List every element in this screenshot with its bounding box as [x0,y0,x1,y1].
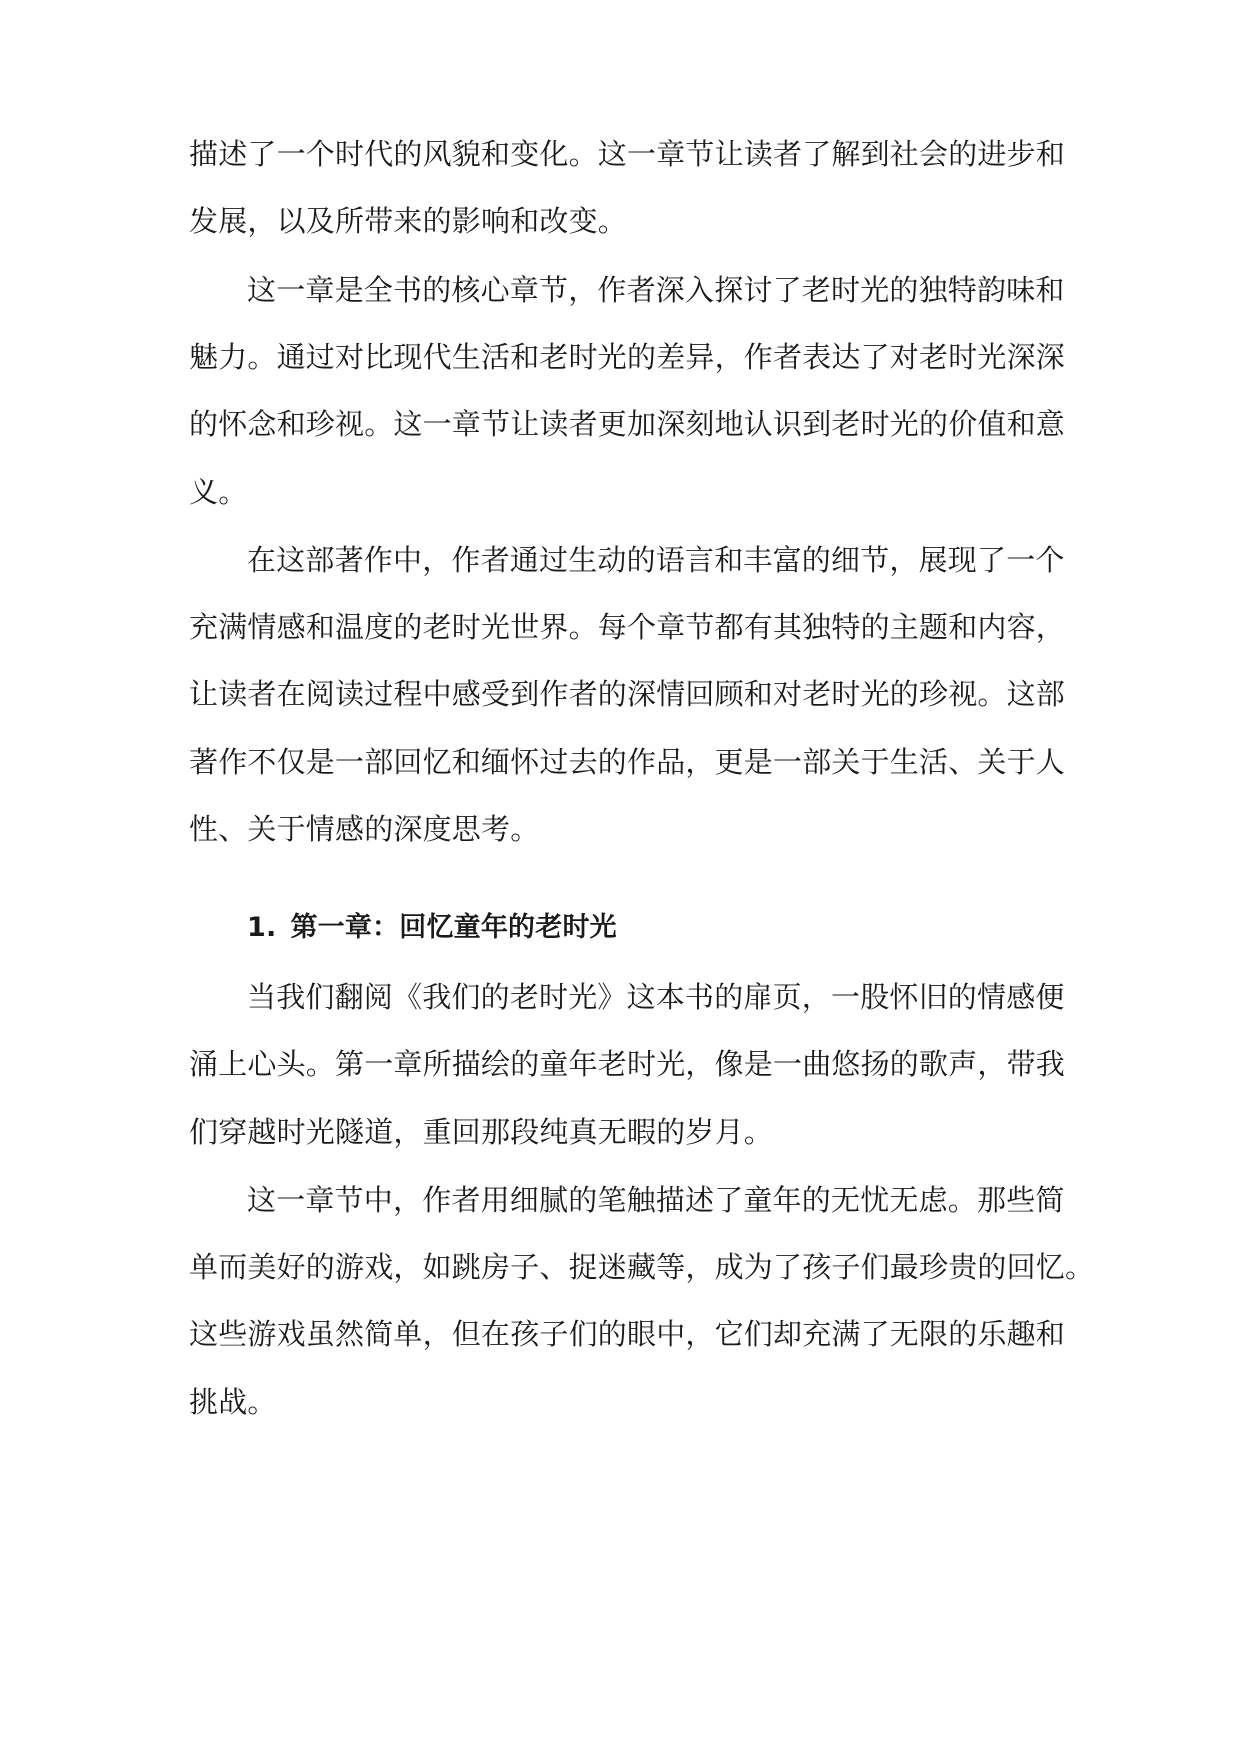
paragraph-line: 著作不仅是一部回忆和缅怀过去的作品，更是一部关于生活、关于人 [189,745,1066,779]
paragraph-line: 的怀念和珍视。这一章节让读者更加深刻地认识到老时光的价值和意 [189,407,1066,441]
paragraph-line: 在这部著作中，作者通过生动的语言和丰富的细节，展现了一个 [247,543,1065,577]
paragraph-line: 让读者在阅读过程中感受到作者的深情回顾和对老时光的珍视。这部 [189,677,1066,711]
paragraph-line: 当我们翻阅《我们的老时光》这本书的扉页，一股怀旧的情感便 [247,980,1065,1014]
paragraph-line: 性、关于情感的深度思考。 [189,812,540,846]
paragraph-line: 挑战。 [189,1385,277,1419]
heading-title: 第一章：回忆童年的老时光 [290,912,617,943]
paragraph-line: 这一章节中，作者用细腻的笔触描述了童年的无忧无虑。那些简 [247,1183,1065,1217]
paragraph-line: 们穿越时光隧道，重回那段纯真无暇的岁月。 [189,1115,774,1149]
heading-number: 1. [247,912,277,943]
paragraph-line: 单而美好的游戏，如跳房子、捉迷藏等，成为了孩子们最珍贵的回忆。 [189,1250,1095,1284]
paragraph-line: 涌上心头。第一章所描绘的童年老时光，像是一曲悠扬的歌声，带我 [189,1047,1066,1081]
paragraph-line: 义。 [189,475,248,509]
paragraph-line: 这一章是全书的核心章节，作者深入探讨了老时光的独特韵味和 [247,273,1065,307]
paragraph-line: 发展，以及所带来的影响和改变。 [189,204,628,238]
paragraph-line: 这些游戏虽然简单，但在孩子们的眼中，它们却充满了无限的乐趣和 [189,1317,1066,1351]
section-heading [247,908,1117,948]
paragraph-line: 描述了一个时代的风貌和变化。这一章节让读者了解到社会的进步和 [189,137,1066,171]
paragraph-line: 充满情感和温度的老时光世界。每个章节都有其独特的主题和内容， [189,610,1066,644]
paragraph-line: 魅力。通过对比现代生活和老时光的差异，作者表达了对老时光深深 [189,340,1066,374]
